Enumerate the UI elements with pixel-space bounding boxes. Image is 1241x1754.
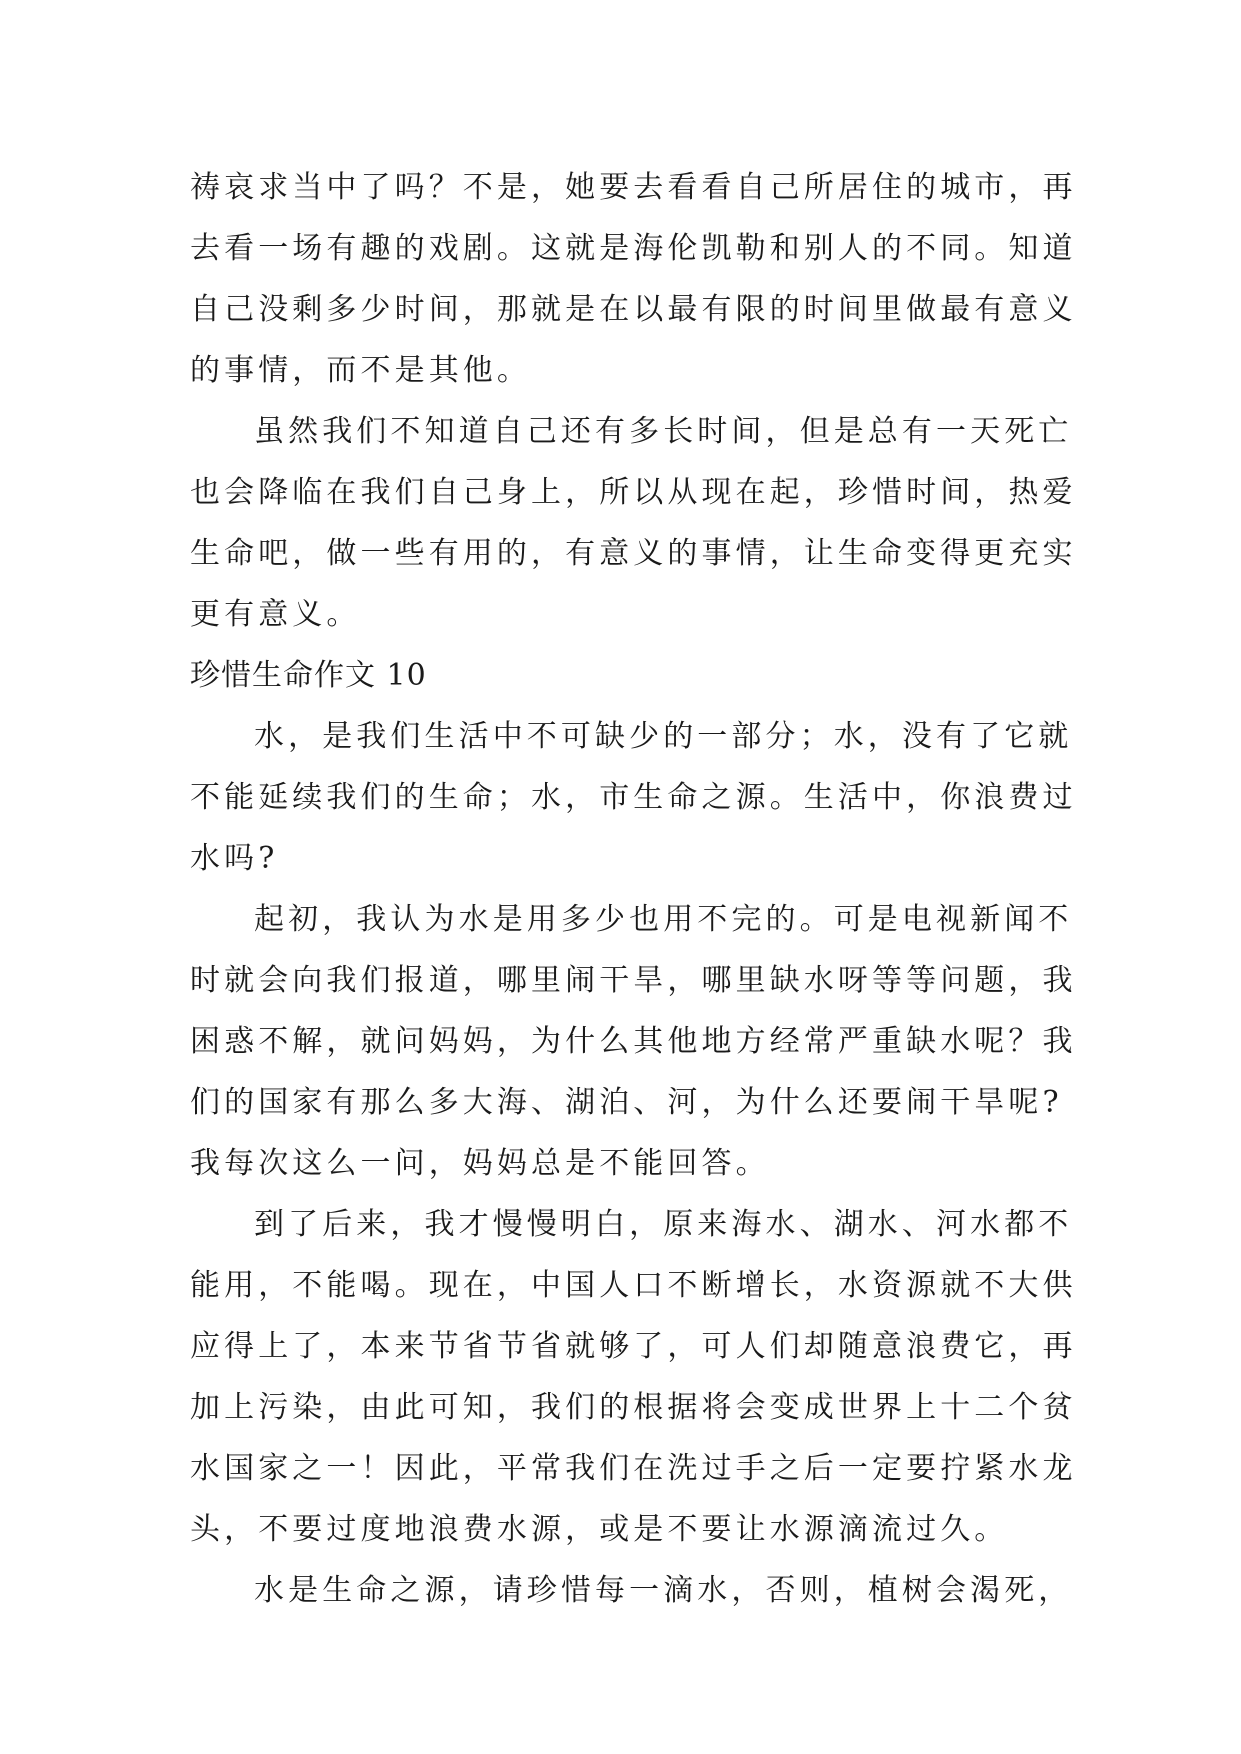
text-line: 水吗?	[190, 841, 279, 876]
text-line: 的事情，而不是其他。	[190, 353, 531, 388]
text-line: 应得上了，本来节省节省就够了，可人们却随意浪费它，再	[190, 1329, 1077, 1364]
text-line: 水国家之一！因此，平常我们在洗过手之后一定要拧紧水龙	[190, 1451, 1077, 1486]
text-line: 加上污染，由此可知，我们的根据将会变成世界上十二个贫	[190, 1390, 1077, 1425]
text-line: 去看一场有趣的戏剧。这就是海伦凯勒和别人的不同。知道	[190, 231, 1077, 266]
text-line: 生命吧，做一些有用的，有意义的事情，让生命变得更充实	[190, 536, 1077, 571]
text-line: 祷哀求当中了吗？不是，她要去看看自己所居住的城市，再	[190, 170, 1077, 205]
paragraph-first-line: 虽然我们不知道自己还有多长时间，但是总有一天死亡	[254, 414, 1073, 449]
paragraph-first-line: 水，是我们生活中不可缺少的一部分；水，没有了它就	[254, 719, 1073, 754]
text-line: 我每次这么一问，妈妈总是不能回答。	[190, 1146, 770, 1181]
text-line: 也会降临在我们自己身上，所以从现在起，珍惜时间，热爱	[190, 475, 1077, 510]
text-line: 更有意义。	[190, 597, 361, 632]
paragraph-first-line: 到了后来，我才慢慢明白，原来海水、湖水、河水都不	[254, 1207, 1073, 1242]
document-body	[190, 157, 1077, 1621]
text-line: 能用，不能喝。现在，中国人口不断增长，水资源就不大供	[190, 1268, 1077, 1303]
text-line: 自己没剩多少时间，那就是在以最有限的时间里做最有意义	[190, 292, 1077, 327]
text-line: 不能延续我们的生命；水，市生命之源。生活中，你浪费过	[190, 780, 1077, 815]
text-line: 们的国家有那么多大海、湖泊、河，为什么还要闹干旱呢?	[190, 1085, 1063, 1120]
text-line: 头，不要过度地浪费水源，或是不要让水源滴流过久。	[190, 1512, 1009, 1547]
paragraph-first-line: 水是生命之源，请珍惜每一滴水，否则，植树会渴死，	[254, 1573, 1073, 1608]
text-line: 困惑不解，就问妈妈，为什么其他地方经常严重缺水呢？我	[190, 1024, 1077, 1059]
paragraph-first-line: 起初，我认为水是用多少也用不完的。可是电视新闻不	[254, 902, 1073, 937]
section-heading: 珍惜生命作文 10	[190, 658, 427, 693]
text-line: 时就会向我们报道，哪里闹干旱，哪里缺水呀等等问题，我	[190, 963, 1077, 998]
